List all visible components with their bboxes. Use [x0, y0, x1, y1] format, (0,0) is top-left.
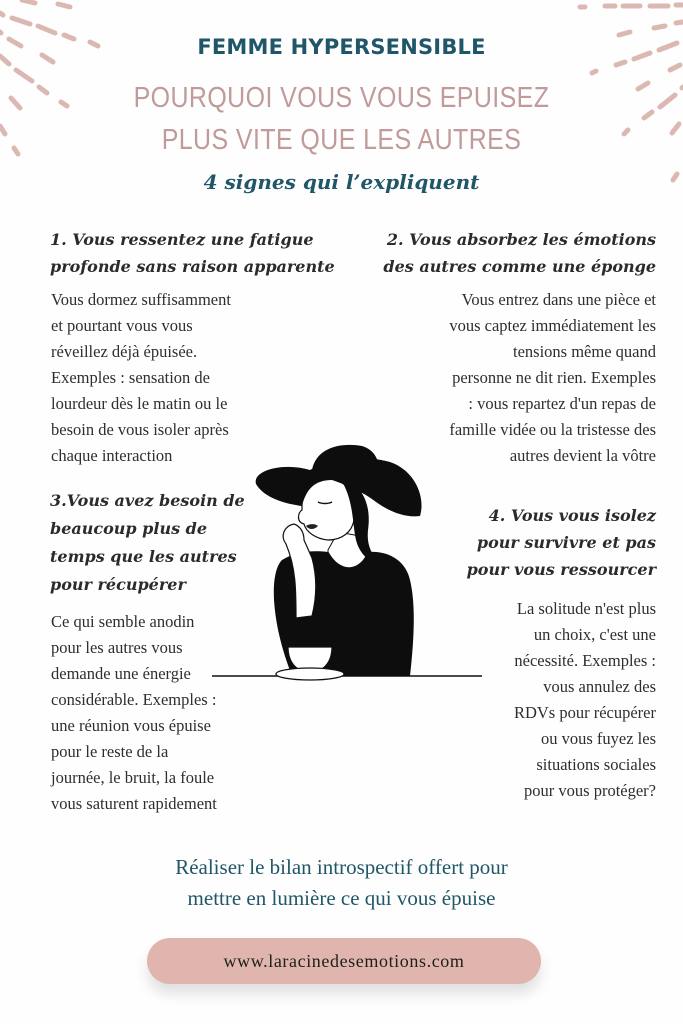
sign-1-body-line: Exemples : sensation de — [51, 368, 211, 387]
sign-4-body-line: vous annulez des — [543, 677, 656, 696]
sign-4-heading — [467, 502, 656, 583]
sign-4-body-line: La solitude n'est plus — [516, 599, 656, 618]
call-to-action-text — [0, 852, 683, 914]
sign-1-body-line: chaque interaction — [51, 446, 173, 465]
sign-4-body-line: un choix, c'est une — [533, 625, 656, 644]
website-link-button[interactable]: www.laracinedesemotions.com — [147, 938, 541, 984]
sign-2-heading-line: des autres comme une éponge — [383, 257, 656, 276]
sign-3-body-line: Ce qui semble anodin — [51, 612, 195, 631]
sign-3-body-line: pour les autres vous — [51, 638, 183, 657]
sign-1-heading-line: 1. Vous ressentez une fatigue — [50, 230, 314, 249]
sign-3-body — [51, 609, 217, 817]
sign-3-heading-line: beaucoup plus de — [50, 519, 208, 538]
sign-4-body-line: RDVs pour récupérer — [513, 703, 656, 722]
sign-4-body-line: situations sociales — [536, 755, 656, 774]
sign-2-body-line: vous captez immédiatement les — [449, 316, 656, 335]
sign-1-body-line: besoin de vous isoler après — [51, 420, 229, 439]
sign-4-heading-line: pour vous ressourcer — [466, 560, 656, 579]
sign-1-body-line: lourdeur dès le matin ou le — [51, 394, 228, 413]
sign-3-body-line: une réunion vous épuise — [51, 716, 211, 735]
sign-4-body — [514, 596, 656, 804]
sign-3-body-line: vous saturent rapidement — [51, 794, 217, 813]
sign-3-body-line: journée, le bruit, la foule — [51, 768, 215, 787]
sign-3-heading-line: 3.Vous avez besoin de — [50, 491, 245, 510]
sign-3-body-line: pour le reste de la — [51, 742, 169, 761]
sign-4-heading-line: pour survivre et pas — [476, 533, 656, 552]
sign-2-heading — [383, 226, 656, 280]
sign-1-body-line: et pourtant vous vous — [51, 316, 193, 335]
sign-3-heading — [50, 487, 245, 599]
sign-2-heading-line: 2. Vous absorbez les émotions — [386, 230, 656, 249]
sign-1-body-line: réveillez déjà épuisée. — [51, 342, 198, 361]
cta-line-1: Réaliser le bilan introspectif offert pour — [175, 855, 508, 879]
sign-2-body-line: : vous repartez d'un repas de — [468, 394, 656, 413]
woman-in-hat-with-coffee-icon — [200, 440, 500, 690]
sign-4-body-line: pour vous protéger? — [524, 781, 656, 800]
subtitle-line-2: PLUS VITE QUE LES AUTRES — [161, 124, 522, 156]
sign-2-body-line: Vous entrez dans une pièce et — [461, 290, 656, 309]
cta-line-2: mettre en lumière ce qui vous épuise — [187, 886, 496, 910]
sign-1-heading-line: profonde sans raison apparente — [50, 257, 335, 276]
subtitle-line-1: POURQUOI VOUS VOUS EPUISEZ — [133, 82, 550, 114]
tagline: 4 signes qui l’expliquent — [203, 170, 480, 194]
sign-4-body-line: nécessité. Exemples : — [514, 651, 656, 670]
sign-3-heading-line: temps que les autres — [50, 547, 237, 566]
sign-4-body-line: ou vous fuyez les — [540, 729, 656, 748]
sign-3-body-line: demande une énergie — [51, 664, 191, 683]
sign-1-body-line: Vous dormez suffisamment — [51, 290, 231, 309]
sign-1-heading — [50, 226, 335, 280]
page-title: FEMME HYPERSENSIBLE — [197, 35, 486, 59]
sign-4-heading-line: 4. Vous vous isolez — [488, 506, 656, 525]
sign-2-body-line: tensions même quand — [513, 342, 656, 361]
sign-3-body-line: considérable. Exemples : — [51, 690, 217, 709]
sign-3-heading-line: pour récupérer — [50, 575, 186, 594]
sign-2-body-line: autres devient la vôtre — [509, 446, 656, 465]
sign-2-body-line: personne ne dit rien. Exemples — [452, 368, 656, 387]
sign-2-body-line: famille vidée ou la tristesse des — [449, 420, 656, 439]
